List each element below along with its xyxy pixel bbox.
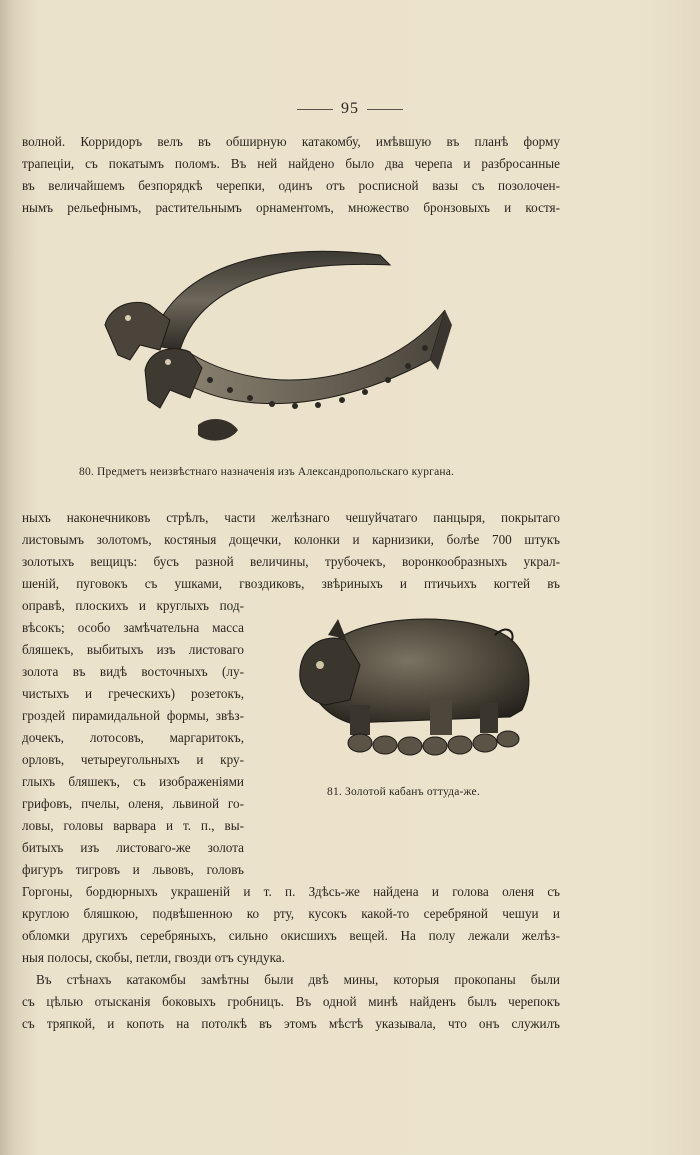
text-line: Горгоны, бордюрныхъ украшеній и т. п. Здѣсь-же найдена и голова оленя съ xyxy=(22,884,560,899)
text-line: фигуръ тигровъ и львовъ, головъ xyxy=(22,862,244,877)
text-line: волной. Корридоръ велъ въ обширную катакомбу, имѣвшую въ планѣ форму xyxy=(22,134,560,149)
rule-left xyxy=(297,109,333,110)
text-line: золотыхъ вещицъ: бусъ разной величины, трубочекъ, воронкообразныхъ украл- xyxy=(22,554,560,569)
text-line: въ величайшемъ безпорядкѣ черепки, одинъ отъ росписной вазы съ позолочен- xyxy=(22,178,560,193)
text-line: глыхъ бляшекъ, съ изображеніями xyxy=(22,774,244,789)
text-line: Въ стѣнахъ катакомбы замѣтны были двѣ мины, которыя прокопаны были xyxy=(36,972,560,987)
text-line: бляшекъ, выбитыхъ изъ листоваго xyxy=(22,642,244,657)
text-line: ловы, головы варвара и т. п., вы- xyxy=(22,818,244,833)
text-line: нымъ рельефнымъ, растительнымъ орнаментомъ, множество бронзовыхъ и костя- xyxy=(22,200,560,215)
text-line: дочекъ, лотосовъ, маргаритокъ, xyxy=(22,730,244,745)
text-line: обломки другихъ серебряныхъ, сильно окисшихъ вещей. На полу лежали желѣз- xyxy=(22,928,560,943)
figure-81-golden-boar xyxy=(290,605,550,765)
text-line: чистыхъ и греческихъ) розетокъ, xyxy=(22,686,244,701)
text-line: оправѣ, плоскихъ и круглыхъ под- xyxy=(22,598,244,613)
text-line: трапеціи, съ покатымъ поломъ. Въ ней найдено было два черепа и разбросанные xyxy=(22,156,560,171)
figure-80-horseshoe-ornament xyxy=(90,230,470,455)
text-line: шеній, пуговокъ съ ушками, гвоздиковъ, звѣриныхъ и птичьихъ когтей въ xyxy=(22,576,560,591)
text-line: битыхъ изъ листоваго-же золота xyxy=(22,840,244,855)
text-line: съ тряпкой, и копоть на потолкѣ въ этомъ мѣстѣ указывала, что онъ служилъ xyxy=(22,1016,560,1031)
rule-right xyxy=(367,109,403,110)
figure-81-caption: 81. Золотой кабанъ оттуда-же. xyxy=(327,786,480,798)
text-line: грифовъ, пчелы, оленя, львиной го- xyxy=(22,796,244,811)
text-line: вѣсокъ; особо замѣчательна масса xyxy=(22,620,244,635)
text-line: ныхъ наконечниковъ стрѣлъ, части желѣзнаго чешуйчатаго панцыря, покрытаго xyxy=(22,510,560,525)
figure-80-caption: 80. Предметъ неизвѣстнаго назначенія изъ Александропольскаго кургана. xyxy=(79,466,455,478)
text-line: круглою бляшкою, подвѣшенною ко рту, кусокъ какой-то серебряной чешуи и xyxy=(22,906,560,921)
text-line: листовымъ золотомъ, костяныя дощечки, колонки и карнизики, болѣе 700 штукъ xyxy=(22,532,560,547)
text-line: съ цѣлью отысканія боковыхъ гробницъ. Въ одной минѣ найденъ былъ черепокъ xyxy=(22,994,560,1009)
text-line: гроздей пирамидальной формы, звѣз- xyxy=(22,708,244,723)
text-line: ныя полосы, скобы, петли, гвозди отъ сундука. xyxy=(22,950,285,965)
text-line: золота въ видѣ восточныхъ (лу- xyxy=(22,664,244,679)
text-line: орловъ, четыреугольныхъ и кру- xyxy=(22,752,244,767)
page-number: 95 xyxy=(0,100,700,118)
